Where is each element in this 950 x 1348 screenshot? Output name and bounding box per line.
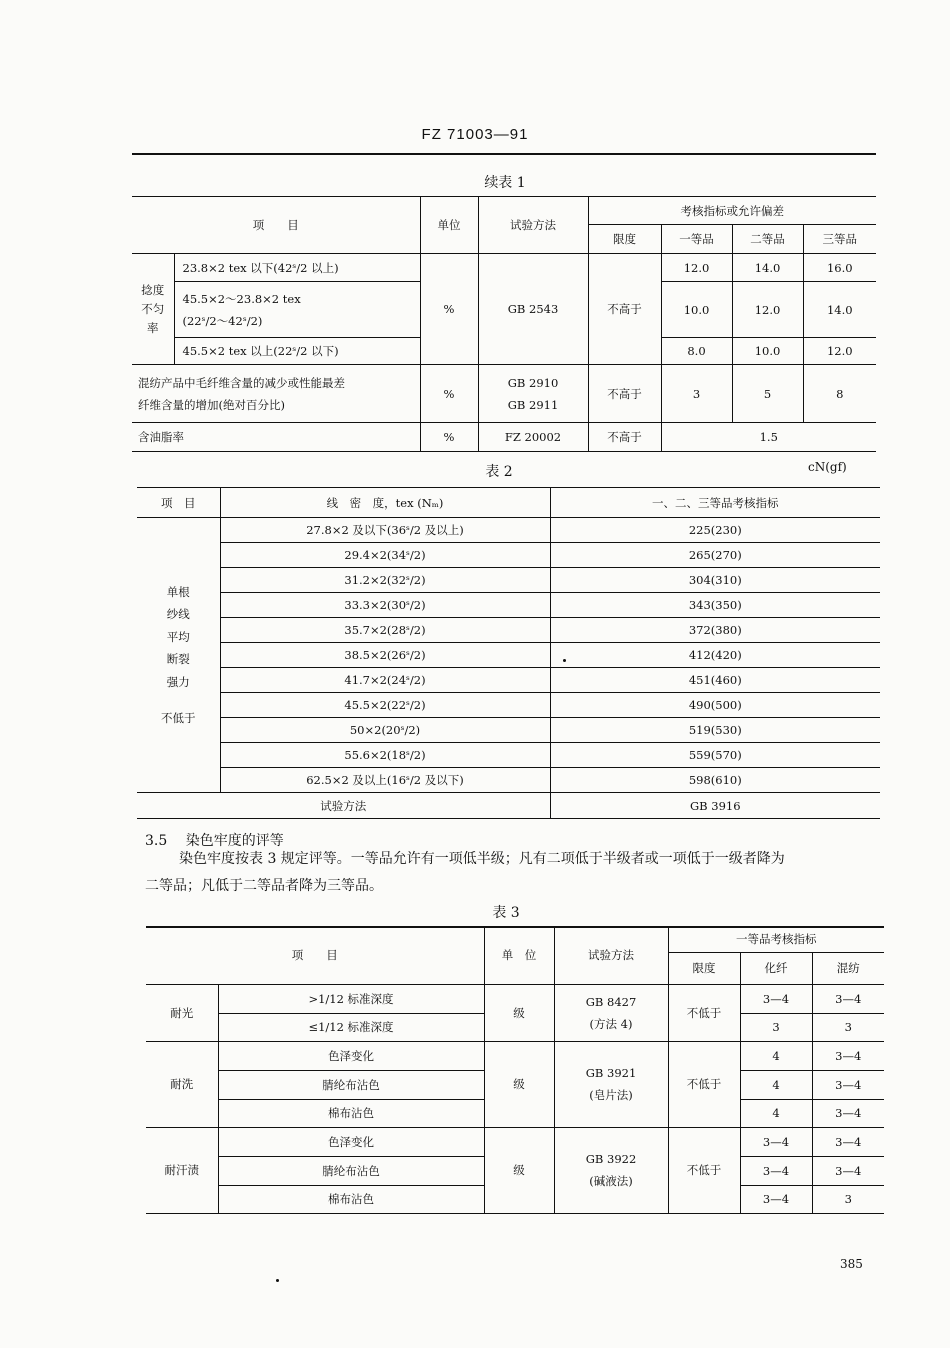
table1-header-method: 试验方法: [478, 197, 588, 254]
fastness-unit: 级: [484, 984, 554, 1041]
fastness-unit: 级: [484, 1041, 554, 1127]
table1-header-item: 项 目: [132, 197, 420, 254]
fastness-item: >1/12 标准深度: [218, 984, 484, 1013]
table1-header-limit: 限度: [588, 225, 661, 254]
header-rule: [132, 153, 876, 155]
fastness-blend-value: 3—4: [812, 1070, 884, 1099]
wash-fastness-label: 耐洗: [146, 1041, 218, 1127]
oil-content-label: 含油脂率: [132, 423, 420, 452]
density-cell: 27.8×2 及以下(36ˢ/2 及以上): [220, 518, 550, 543]
section-title: 染色牢度的评等: [185, 833, 284, 849]
table1-header-unit: 单位: [420, 197, 478, 254]
blend-grade2: 5: [732, 365, 803, 423]
fastness-method: GB 3922 (碱液法): [554, 1127, 668, 1213]
table3: [146, 927, 884, 1214]
table3-header-limit: 限度: [668, 952, 740, 984]
section-paragraph-line1: 染色牢度按表 3 规定评等。一等品允许有一项低半级；凡有二项低于半级者或一项低于一级者降为: [179, 851, 785, 867]
twist-row-grade1: 12.0: [661, 254, 732, 282]
blend-fiber-label: 混纺产品中毛纤维含量的减少或性能最差 纤维含量的增加(绝对百分比): [132, 365, 420, 423]
table2-header-index: 一、二、三等品考核指标: [550, 488, 880, 518]
twist-row-grade2: 12.0: [732, 282, 803, 338]
section-paragraph-line2: 二等品；凡低于二等品者降为三等品。: [145, 878, 383, 894]
density-cell: 29.4×2(34ˢ/2): [220, 543, 550, 568]
density-cell: 62.5×2 及以上(16ˢ/2 及以下): [220, 768, 550, 793]
table3-header-chem: 化纤: [740, 952, 812, 984]
blend-grade1: 3: [661, 365, 732, 423]
fastness-method: GB 8427 (方法 4): [554, 984, 668, 1041]
strength-value: 372(380): [550, 618, 880, 643]
fastness-item: 棉布沾色: [218, 1185, 484, 1213]
twist-method: GB 2543: [478, 254, 588, 365]
fastness-chem-value: 3—4: [740, 1156, 812, 1185]
table2-caption: 表 2: [485, 464, 513, 480]
table1-header-grade3: 三等品: [803, 225, 876, 254]
fastness-item: 色泽变化: [218, 1127, 484, 1156]
twist-unit: %: [420, 254, 478, 365]
fastness-limit: 不低于: [668, 984, 740, 1041]
density-cell: 45.5×2(22ˢ/2): [220, 693, 550, 718]
table3-header-blend: 混纺: [812, 952, 884, 984]
table3-header-method: 试验方法: [554, 927, 668, 984]
twist-row-spec: 45.5×2～23.8×2 tex (22ˢ/2～42ˢ/2): [174, 282, 420, 338]
oil-unit: %: [420, 423, 478, 452]
density-cell: 33.3×2(30ˢ/2): [220, 593, 550, 618]
fastness-limit: 不低于: [668, 1127, 740, 1213]
table2-unit: cN(gf): [808, 460, 847, 474]
fastness-item: 色泽变化: [218, 1041, 484, 1070]
fastness-chem-value: 3—4: [740, 984, 812, 1013]
fastness-item: 腈纶布沾色: [218, 1156, 484, 1185]
strength-value: 451(460): [550, 668, 880, 693]
fastness-method: GB 3921 (皂片法): [554, 1041, 668, 1127]
page-number: 385: [840, 1257, 863, 1271]
table3-caption: 表 3: [492, 905, 520, 921]
blend-grade3: 8: [803, 365, 876, 423]
table2-method-label: 试验方法: [137, 793, 550, 819]
twist-row-grade1: 8.0: [661, 338, 732, 365]
density-cell: 31.2×2(32ˢ/2): [220, 568, 550, 593]
fastness-chem-value: 3—4: [740, 1127, 812, 1156]
fastness-item: 腈纶布沾色: [218, 1070, 484, 1099]
twist-row-grade3: 16.0: [803, 254, 876, 282]
blend-unit: %: [420, 365, 478, 423]
twist-row-grade3: 12.0: [803, 338, 876, 365]
fastness-blend-value: 3—4: [812, 984, 884, 1013]
strength-value: 412(420): [550, 643, 880, 668]
fastness-limit: 不低于: [668, 1041, 740, 1127]
fastness-blend-value: 3—4: [812, 1156, 884, 1185]
breaking-strength-label: 单根 纱线 平均 断裂 强力 不低于: [137, 518, 220, 793]
twist-row-grade2: 10.0: [732, 338, 803, 365]
blend-limit: 不高于: [588, 365, 661, 423]
table3-header-unit: 单 位: [484, 927, 554, 984]
oil-limit: 不高于: [588, 423, 661, 452]
fastness-item: 棉布沾色: [218, 1099, 484, 1127]
fastness-chem-value: 4: [740, 1070, 812, 1099]
twist-row-spec: 45.5×2 tex 以上(22ˢ/2 以下): [174, 338, 420, 365]
blend-method: GB 2910 GB 2911: [478, 365, 588, 423]
table1: [132, 196, 876, 452]
table2-header-density: 线 密 度，tex (Nₘ): [220, 488, 550, 518]
section-number: 3.5: [145, 833, 168, 849]
twist-row-grade3: 14.0: [803, 282, 876, 338]
fastness-unit: 级: [484, 1127, 554, 1213]
table1-header-group: 考核指标或允许偏差: [588, 197, 876, 225]
fastness-blend-value: 3—4: [812, 1041, 884, 1070]
table2: [137, 487, 880, 819]
fastness-item: ≤1/12 标准深度: [218, 1013, 484, 1041]
table3-header-group: 一等品考核指标: [668, 927, 884, 952]
table2-header-item: 项 目: [137, 488, 220, 518]
twist-unevenness-label: 捻度 不匀 率: [132, 254, 174, 365]
oil-value: 1.5: [661, 423, 876, 452]
fastness-chem-value: 3: [740, 1013, 812, 1041]
table3-header-item: 项 目: [146, 927, 484, 984]
oil-method: FZ 20002: [478, 423, 588, 452]
fastness-blend-value: 3: [812, 1013, 884, 1041]
fastness-chem-value: 4: [740, 1041, 812, 1070]
strength-value: 490(500): [550, 693, 880, 718]
scan-speck: [563, 659, 566, 662]
strength-value: 225(230): [550, 518, 880, 543]
strength-value: 559(570): [550, 743, 880, 768]
density-cell: 38.5×2(26ˢ/2): [220, 643, 550, 668]
density-cell: 41.7×2(24ˢ/2): [220, 668, 550, 693]
scan-speck: [276, 1279, 279, 1282]
strength-value: 519(530): [550, 718, 880, 743]
twist-row-grade1: 10.0: [661, 282, 732, 338]
strength-value: 304(310): [550, 568, 880, 593]
table1-header-grade1: 一等品: [661, 225, 732, 254]
density-cell: 55.6×2(18ˢ/2): [220, 743, 550, 768]
fastness-blend-value: 3: [812, 1185, 884, 1213]
fastness-chem-value: 4: [740, 1099, 812, 1127]
strength-value: 598(610): [550, 768, 880, 793]
density-cell: 35.7×2(28ˢ/2): [220, 618, 550, 643]
strength-value: 343(350): [550, 593, 880, 618]
perspiration-fastness-label: 耐汗渍: [146, 1127, 218, 1213]
twist-limit: 不高于: [588, 254, 661, 365]
fastness-chem-value: 3—4: [740, 1185, 812, 1213]
light-fastness-label: 耐光: [146, 984, 218, 1041]
table1-header-grade2: 二等品: [732, 225, 803, 254]
density-cell: 50×2(20ˢ/2): [220, 718, 550, 743]
table2-method-value: GB 3916: [550, 793, 880, 819]
twist-row-grade2: 14.0: [732, 254, 803, 282]
strength-value: 265(270): [550, 543, 880, 568]
fastness-blend-value: 3—4: [812, 1127, 884, 1156]
document-code: FZ 71003—91: [421, 126, 529, 143]
table1-caption: 续表 1: [484, 175, 526, 191]
twist-row-spec: 23.8×2 tex 以下(42ˢ/2 以上): [174, 254, 420, 282]
fastness-blend-value: 3—4: [812, 1099, 884, 1127]
